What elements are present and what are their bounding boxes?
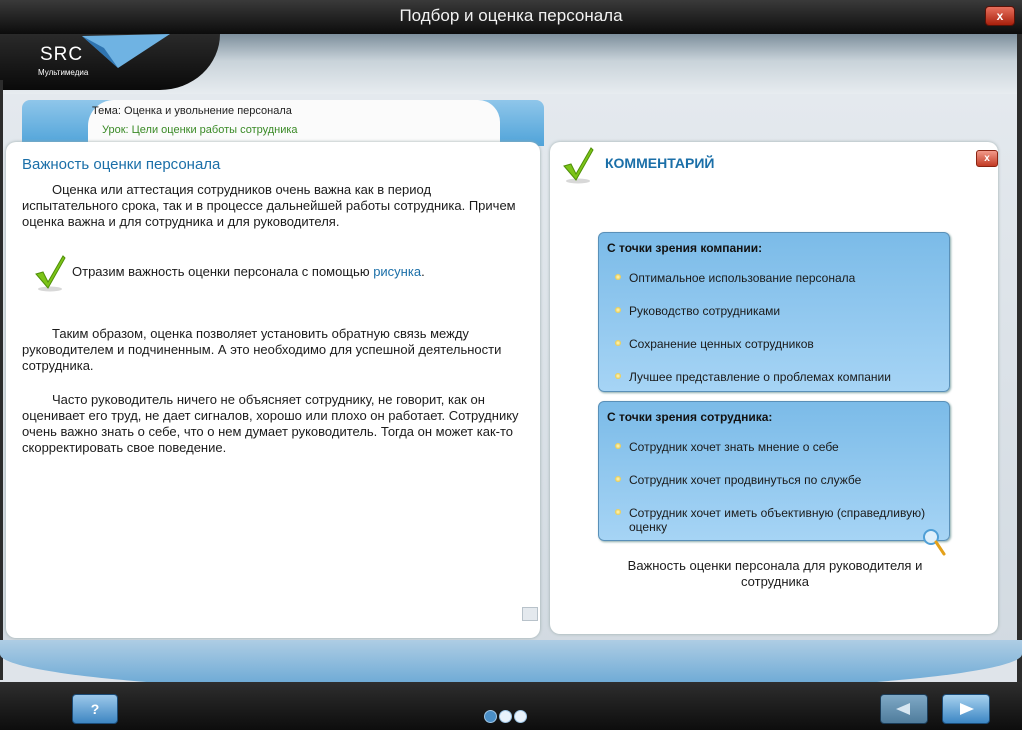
page-dot[interactable]: [484, 710, 497, 723]
lesson-label: Урок: Цели оценки работы сотрудника: [102, 124, 298, 136]
company-item: Лучшее представление о проблемах компании: [629, 370, 891, 384]
figure-prompt: Отразим важность оценки персонала с помощью рисунка.: [72, 264, 425, 279]
bullet-icon: [615, 340, 621, 346]
employee-item: Сотрудник хочет продвинуться по службе: [629, 473, 862, 487]
bullet-icon: [615, 373, 621, 379]
company-item: Руководство сотрудниками: [629, 304, 781, 318]
help-button[interactable]: ?: [72, 694, 118, 724]
bullet-icon: [615, 274, 621, 280]
company-item: Оптимальное использование персонала: [629, 271, 856, 285]
company-item: Сохранение ценных сотрудников: [629, 337, 814, 351]
bullet-icon: [615, 476, 621, 482]
figure-link[interactable]: рисунка: [373, 264, 422, 279]
page-dot[interactable]: [514, 710, 527, 723]
paragraph-1: Оценка или аттестация сотрудников очень важна как в период испытательного срока, так и в процессе дальнейшей работы сотрудника. Причем оценка важна и для сотрудника и для руководителя.: [22, 182, 516, 229]
bullet-icon: [615, 509, 621, 515]
frame-right-edge: [1017, 34, 1022, 694]
company-heading: С точки зрения компании:: [607, 241, 763, 255]
employee-box: [598, 401, 950, 541]
frame-left-edge: [0, 80, 3, 680]
page-dot[interactable]: [499, 710, 512, 723]
arrow-left-icon: [896, 703, 910, 715]
arrow-right-icon: [960, 703, 974, 715]
topic-label: Тема: Оценка и увольнение персонала: [92, 105, 292, 117]
employee-item: Сотрудник хочет иметь объективную (справедливую) оценку: [629, 506, 926, 534]
logo-text: SRC: [40, 44, 84, 65]
content-heading: Важность оценки персонала: [22, 156, 221, 173]
window-title: Подбор и оценка персонала: [399, 6, 623, 25]
paragraph-2: Таким образом, оценка позволяет установить обратную связь между руководителем и подчиненным. А это необходимо для успешной деятельности сотрудника.: [22, 326, 502, 373]
company-box: [598, 232, 950, 392]
content-panel: [6, 142, 540, 638]
page-indicator: [484, 710, 529, 728]
bullet-icon: [615, 307, 621, 313]
prev-button[interactable]: [880, 694, 928, 724]
window-close-button[interactable]: x: [985, 6, 1015, 26]
comment-close-button[interactable]: x: [976, 150, 998, 167]
checkmark-icon: [34, 254, 66, 292]
comment-title: КОММЕНТАРИЙ: [605, 155, 715, 171]
bullet-icon: [615, 443, 621, 449]
paragraph-3: Часто руководитель ничего не объясняет сотруднику, не говорит, как он оценивает его труд, не дает сигналов, хорошо или плохо он работает. Сотруднику очень важно знать о себе, что о нем думает руководитель. Тогда он может как-то скорректировать свое поведение.: [22, 392, 519, 455]
figure-caption: Важность оценки персонала для руководителя и сотрудника: [627, 558, 923, 589]
employee-item: Сотрудник хочет знать мнение о себе: [629, 440, 839, 454]
magnifier-icon[interactable]: [922, 528, 946, 556]
panel-toggle-button[interactable]: [522, 607, 538, 621]
logo-wing-icon: [82, 34, 172, 70]
logo-subtitle: Мультимедиа: [38, 68, 89, 77]
employee-heading: С точки зрения сотрудника:: [607, 410, 773, 424]
next-button[interactable]: [942, 694, 990, 724]
checkmark-icon: [562, 146, 594, 184]
